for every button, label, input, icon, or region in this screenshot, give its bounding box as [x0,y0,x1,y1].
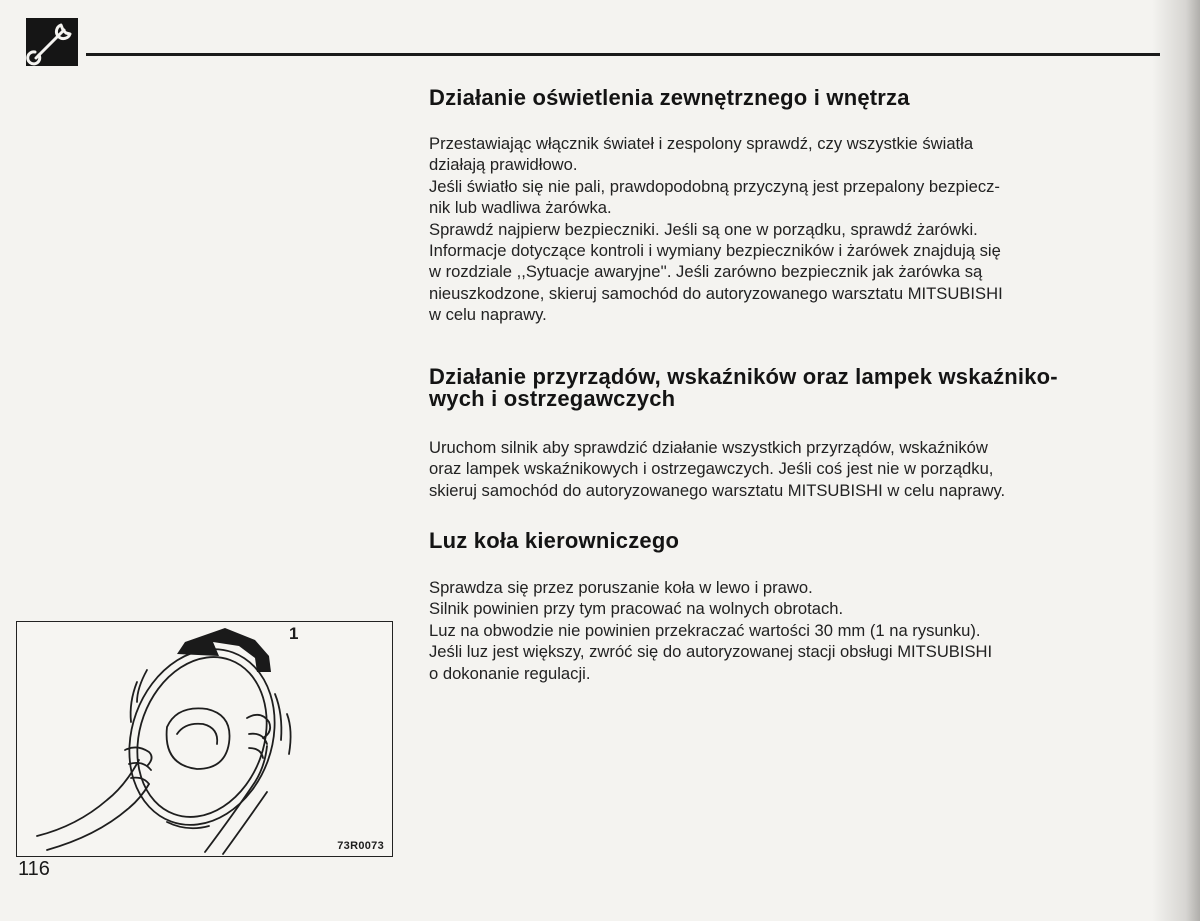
figure-callout-label: 1 [289,624,299,643]
section-heading-instruments: Działanie przyrządów, wskaźników oraz lampek wskaźniko- wych i ostrzegawczych [429,364,1058,411]
figure-code: 73R0073 [337,840,384,852]
section-heading-steering: Luz koła kierowniczego [429,528,680,553]
page-edge-shadow [1152,0,1200,921]
section-body-lighting: Przestawiając włącznik świateł i zespolony sprawdź, czy wszystkie światła działają prawidłowo. Jeśli światło się nie pali, prawdopodobną przyczyną jest przepalony bezpiecz- nik lub wadliwa żarówka. Sprawdź najpierw bezpieczniki. Jeśli są one w porządku, sprawdź żarówki. Informacje dotyczące kontroli i wymiany bezpieczników i żarówek znajdują się w rozdziale ,,Sytuacje awaryjne''. Jeśli zarówno bezpiecznik jak żarówka są nieuszkodzone, skieruj samochód do autoryzowanego warsztatu MITSUBISHI w celu naprawy. [429,134,1003,325]
page-number: 116 [18,858,50,880]
header-rule [86,53,1160,56]
section-body-steering: Sprawdza się przez poruszanie koła w lewo i prawo. Silnik powinien przy tym pracować na wolnych obrotach. Luz na obwodzie nie powinien przekraczać wartości 30 mm (1 na rysunku). Jeśli luz jest większy, zwróć się do autoryzowanej stacji obsługi MITSUBISHI o dokonanie regulacji. [429,578,993,683]
steering-wheel-figure [16,621,393,857]
section-heading-lighting: Działanie oświetlenia zewnętrznego i wnętrza [429,85,910,110]
section-body-instruments: Uruchom silnik aby sprawdzić działanie wszystkich przyrządów, wskaźników oraz lampek wskaźnikowych i ostrzegawczych. Jeśli coś jest nie w porządku, skieruj samochód do autoryzowanego warsztatu MITSUBISHI w celu naprawy. [429,438,1006,500]
steering-wheel-illustration [17,622,392,856]
wrench-icon [26,18,78,66]
